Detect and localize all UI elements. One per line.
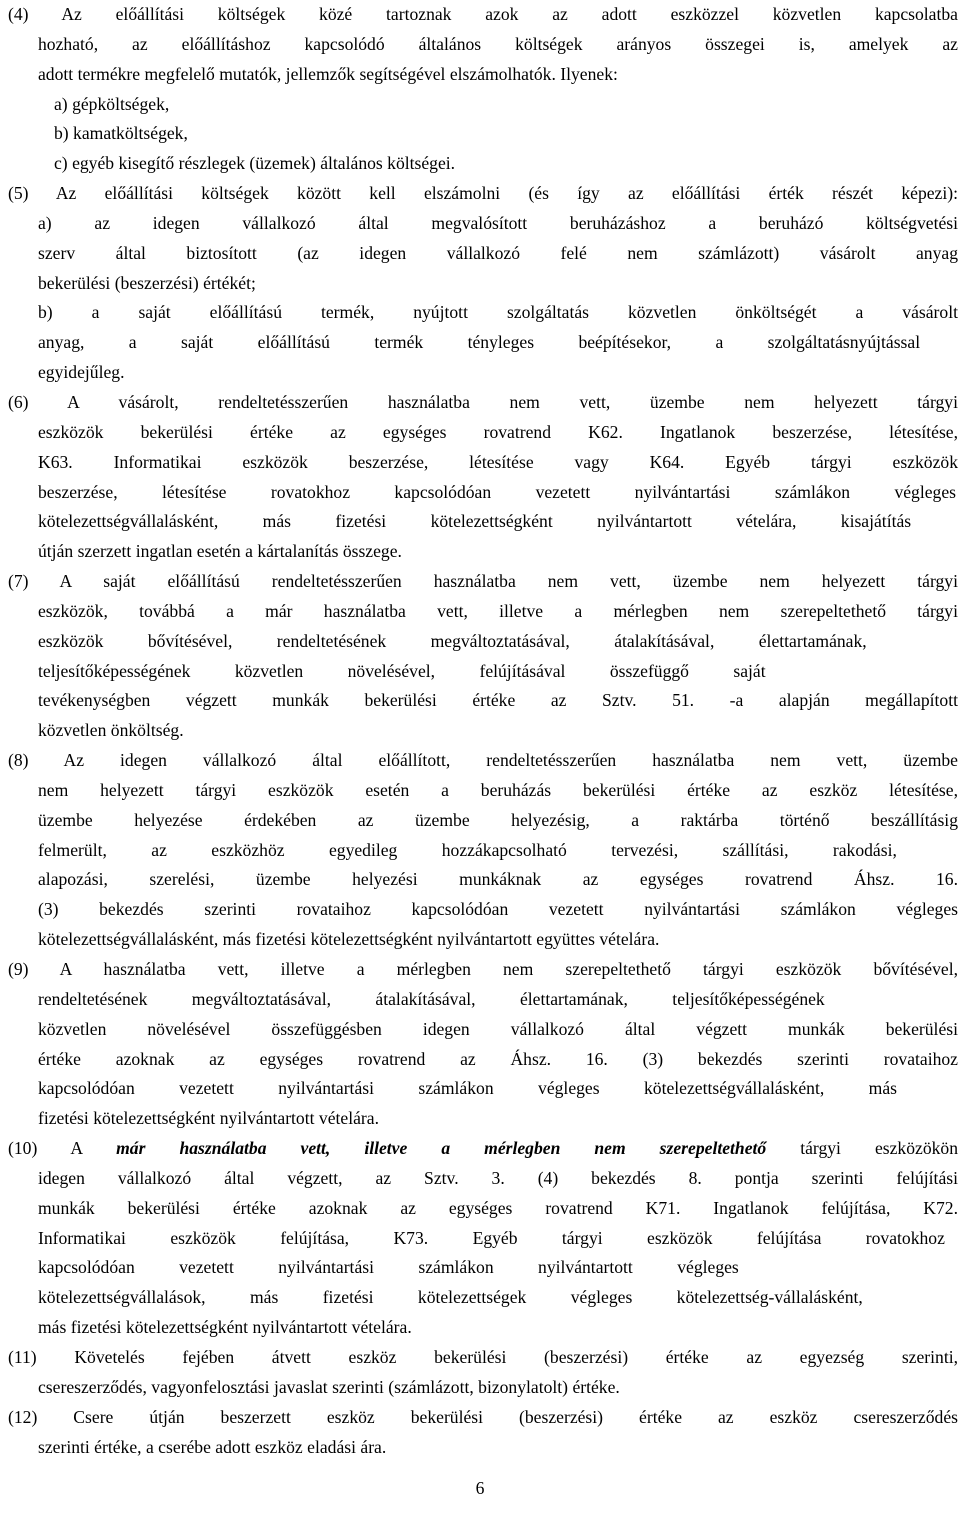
line-text: beszerzése, létesítése rovatokhoz kapcsolódóan vezetett nyilvántartási számlákon végleges xyxy=(38,481,957,502)
text-line xyxy=(38,806,958,836)
text-line xyxy=(8,0,958,30)
line-text: teljesítőképességének közvetlen növelésével, felújításával összefüggő saját xyxy=(38,660,766,681)
text-line xyxy=(38,1373,958,1403)
text-line xyxy=(38,1253,958,1283)
line-text: (10) A xyxy=(8,1138,117,1159)
text-line xyxy=(38,1224,958,1254)
text-line xyxy=(38,1045,958,1075)
text-line xyxy=(38,298,958,328)
emphasized-text: már használatba vett, illetve a mérlegben nem szerepeltethető xyxy=(116,1138,767,1159)
line-text: kötelezettségvállalásként, más fizetési kötelezettségként nyilvántartott együttes vételára. xyxy=(38,929,660,950)
line-text: idegen vállalkozó által végzett, az Sztv. 3. (4) bekezdés 8. pontja szerinti felújítási xyxy=(38,1167,958,1188)
text-line xyxy=(54,119,958,149)
text-line xyxy=(38,1015,958,1045)
line-text: szerinti értéke, a cserébe adott eszköz eladási ára. xyxy=(38,1436,387,1457)
line-text: adott termékre megfelelő mutatók, jellemzők segítségével elszámolhatók. Ilyenek: xyxy=(38,63,618,84)
line-text: csereszerződés, vagyonfelosztási javaslat szerinti (számlázott, bizonylatolt) értéke. xyxy=(38,1376,620,1397)
line-text: K63. Informatikai eszközök beszerzése, létesítése vagy K64. Egyéb tárgyi eszközök xyxy=(38,451,958,472)
text-line xyxy=(38,1104,958,1134)
line-text: más fizetési kötelezettségként nyilvántartott vételára. xyxy=(38,1317,412,1338)
text-line xyxy=(38,507,958,537)
line-text: (3) bekezdés szerinti rovataihoz kapcsolódóan vezetett nyilvántartási számlákon végleges xyxy=(38,899,958,920)
line-text: rendeltetésének megváltoztatásával, átalakításával, élettartamának, teljesítőképességének xyxy=(38,988,825,1009)
text-line xyxy=(38,716,958,746)
line-text: tárgyi eszközökön xyxy=(766,1138,959,1159)
text-line xyxy=(38,657,958,687)
line-text: értéke azoknak az egységes rovatrend az Áhsz. 16. (3) bekezdés szerinti rovataihoz xyxy=(38,1048,958,1069)
text-line xyxy=(38,418,958,448)
line-text: nem helyezett tárgyi eszközök esetén a beruházás bekerülési értéke az eszköz létesítése, xyxy=(38,779,958,800)
line-text: b) a saját előállítású termék, nyújtott szolgáltatás közvetlen önköltségét a vásárolt xyxy=(38,302,958,323)
text-line xyxy=(38,448,958,478)
document-body xyxy=(8,0,958,1462)
line-text: felmerült, az eszközhöz egyedileg hozzákapcsolható tervezési, szállítási, rakodási, xyxy=(38,839,897,860)
text-line xyxy=(38,776,958,806)
line-text: közvetlen önköltség. xyxy=(38,720,184,741)
text-line xyxy=(8,955,958,985)
text-line xyxy=(38,358,958,388)
line-text: (12) Csere útján beszerzett eszköz bekerülési (beszerzési) értéke az eszköz csereszerződés xyxy=(8,1406,958,1427)
text-line xyxy=(38,895,958,925)
text-line xyxy=(8,179,958,209)
text-line xyxy=(38,627,958,657)
text-line xyxy=(54,149,958,179)
text-line xyxy=(38,925,958,955)
line-text: bekerülési (beszerzési) értékét; xyxy=(38,272,256,293)
line-text: (8) Az idegen vállalkozó által előállított, rendeltetésszerűen használatba nem vett, üzembe xyxy=(8,750,958,771)
line-text: (7) A saját előállítású rendeltetésszerűen használatba nem vett, üzembe nem helyezett tárgyi xyxy=(8,571,958,592)
text-line xyxy=(54,90,958,120)
line-text: eszközök bővítésével, rendeltetésének megváltoztatásával, átalakításával, élettartamának, xyxy=(38,630,867,651)
text-line xyxy=(38,60,958,90)
line-text: útján szerzett ingatlan esetén a kártalanítás összege. xyxy=(38,541,402,562)
line-text: b) kamatköltségek, xyxy=(54,123,188,144)
line-text: kapcsolódóan vezetett nyilvántartási számlákon végleges kötelezettségvállalásként, más xyxy=(38,1078,897,1099)
text-line xyxy=(38,239,958,269)
line-text: (4) Az előállítási költségek közé tartoznak azok az adott eszközzel közvetlen kapcsolatba xyxy=(8,4,958,24)
line-text: egyidejűleg. xyxy=(38,362,125,383)
text-line xyxy=(38,865,958,895)
line-text: kötelezettségvállalásként, más fizetési kötelezettségként nyilvántartott vételára, kisajátítás xyxy=(38,511,912,532)
text-line xyxy=(38,1074,958,1104)
line-text: (6) A vásárolt, rendeltetésszerűen használatba nem vett, üzembe nem helyezett tárgyi xyxy=(8,391,958,412)
text-line xyxy=(8,746,958,776)
text-line xyxy=(38,269,958,299)
text-line xyxy=(8,567,958,597)
text-line xyxy=(8,1403,958,1433)
line-text: kapcsolódóan vezetett nyilvántartási számlákon nyilvántartott végleges xyxy=(38,1257,739,1278)
line-text: Informatikai eszközök felújítása, K73. Egyéb tárgyi eszközök felújítása rovatokhoz xyxy=(38,1227,945,1248)
text-line xyxy=(38,30,958,60)
text-line xyxy=(38,686,958,716)
line-text: c) egyéb kisegítő részlegek (üzemek) általános költségei. xyxy=(54,153,456,174)
text-line xyxy=(38,1164,958,1194)
line-text: üzembe helyezése érdekében az üzembe helyezésig, a raktárba történő beszállításig xyxy=(38,809,958,830)
text-line xyxy=(38,1433,958,1463)
line-text: tevékenységben végzett munkák bekerülési értéke az Sztv. 51. -a alapján megállapított xyxy=(38,690,958,711)
line-text: (11) Követelés fejében átvett eszköz bekerülési (beszerzési) értéke az egyezség szerinti, xyxy=(8,1346,958,1367)
text-line xyxy=(38,985,958,1015)
line-text: eszközök, továbbá a már használatba vett, illetve a mérlegben nem szerepeltethető tárgyi xyxy=(38,600,958,621)
line-text: szerv által biztosított (az idegen vállalkozó felé nem számlázott) vásárolt anyag xyxy=(38,242,958,263)
text-line xyxy=(38,328,958,358)
line-text: a) az idegen vállalkozó által megvalósított beruházáshoz a beruházó költségvetési xyxy=(38,212,958,233)
page-number: 6 xyxy=(475,1478,485,1498)
text-line xyxy=(38,209,958,239)
text-line xyxy=(8,388,958,418)
line-text: (9) A használatba vett, illetve a mérlegben nem szerepeltethető tárgyi eszközök bővítésével, xyxy=(8,959,958,979)
line-text: alapozási, szerelési, üzembe helyezési munkáknak az egységes rovatrend Áhsz. 16. xyxy=(38,869,958,890)
line-text: fizetési kötelezettségként nyilvántartott vételára. xyxy=(38,1108,379,1129)
line-text: közvetlen növelésével összefüggésben idegen vállalkozó által végzett munkák bekerülési xyxy=(38,1018,958,1039)
text-line xyxy=(8,1134,958,1164)
line-text: a) gépköltségek, xyxy=(54,93,170,114)
line-text: munkák bekerülési értéke azoknak az egységes rovatrend K71. Ingatlanok felújítása, K72. xyxy=(38,1197,958,1218)
text-line xyxy=(38,1283,958,1313)
text-line xyxy=(38,597,958,627)
line-text: kötelezettségvállalások, más fizetési kötelezettségek végleges kötelezettség-vállalásként, xyxy=(38,1287,863,1308)
line-text: (5) Az előállítási költségek között kell elszámolni (és így az előállítási érték részét képezi): xyxy=(8,183,958,204)
text-line xyxy=(38,537,958,567)
text-line xyxy=(38,836,958,866)
text-line xyxy=(38,478,958,508)
text-line xyxy=(38,1194,958,1224)
line-text: eszközök bekerülési értéke az egységes rovatrend K62. Ingatlanok beszerzése, létesítése, xyxy=(38,421,958,442)
line-text: hozható, az előállításhoz kapcsolódó általános költségek arányos összegei is, amelyek az xyxy=(38,33,958,54)
text-line xyxy=(38,1313,958,1343)
line-text: anyag, a saját előállítású termék tényleges beépítésekor, a szolgáltatásnyújtással xyxy=(38,332,921,353)
text-line xyxy=(8,1343,958,1373)
